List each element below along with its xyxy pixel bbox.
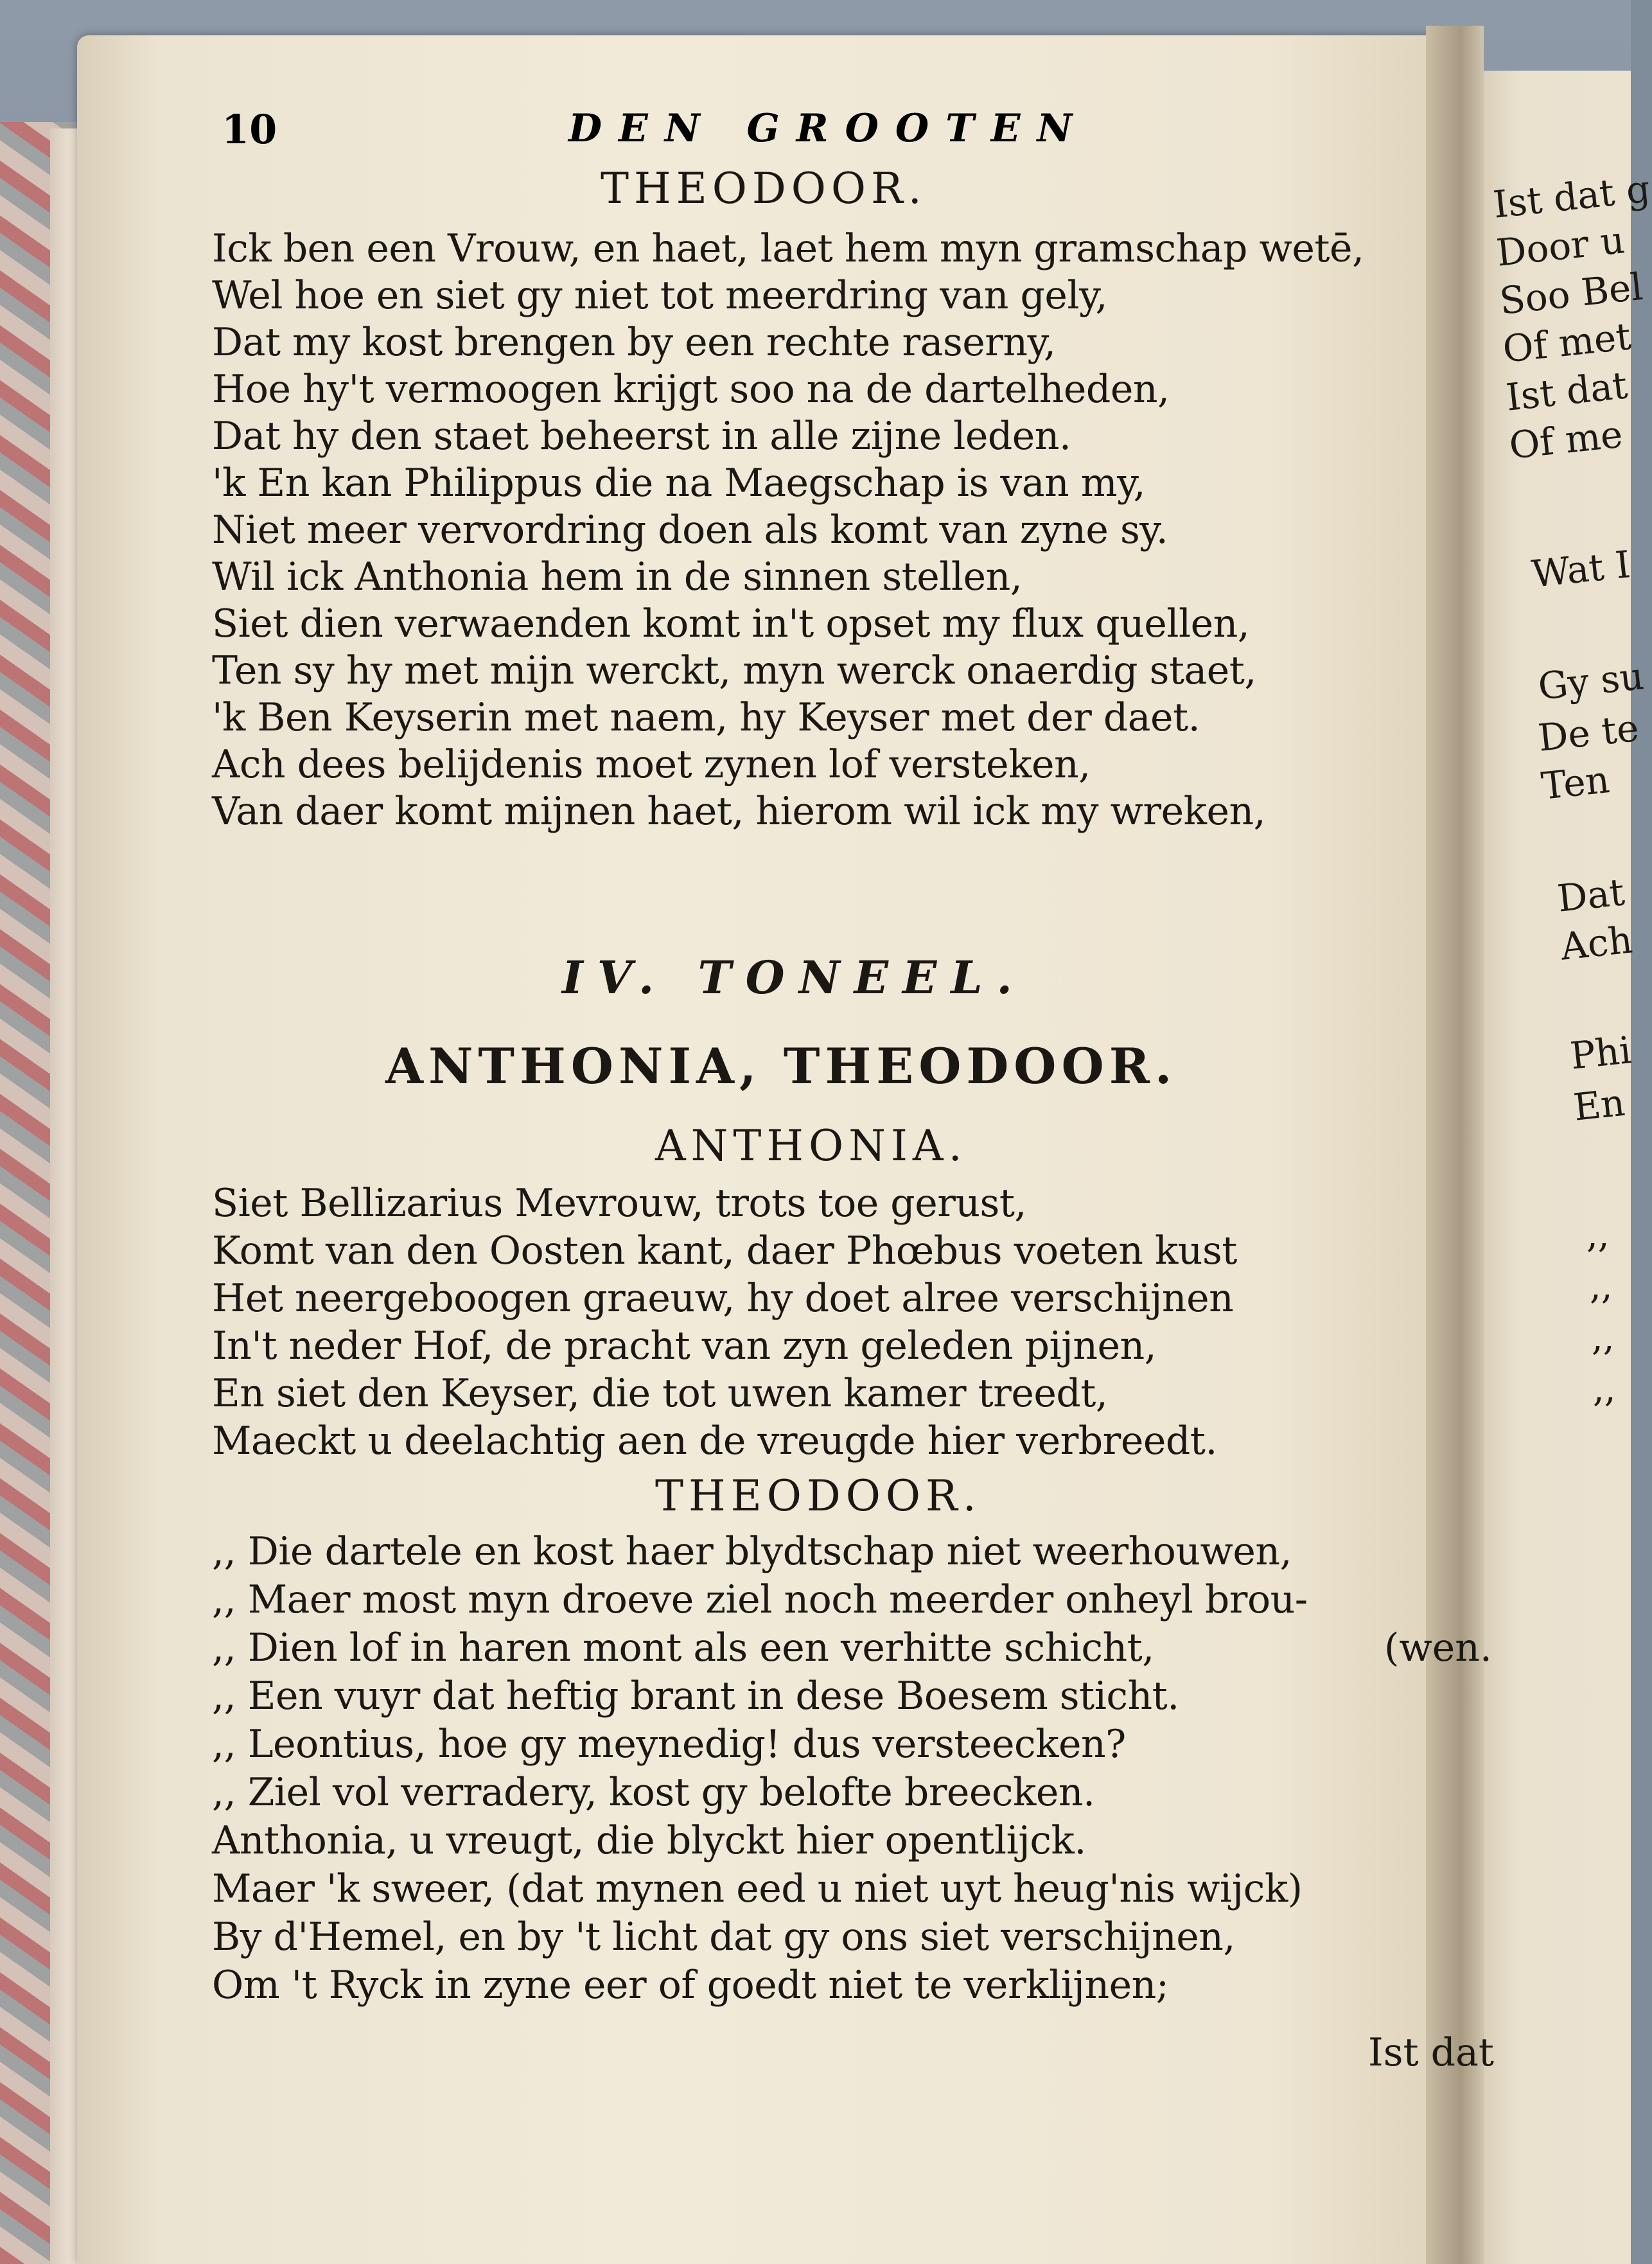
verse-line: 'k En kan Philippus die na Maegschap is van my, [212,461,1146,506]
cast-list: ANTHONIA, THEODOOR. [385,1038,1177,1095]
facing-page-fragment: Door u [1494,218,1627,275]
verse-line: Niet meer vervordring doen als komt van zyne sy. [212,508,1168,553]
verse-line: Dat my kost brengen by een rechte raserny, [212,320,1056,365]
verse-line: ,, Een vuyr dat heftig brant in dese Boesem sticht. [212,1674,1179,1719]
speaker-heading: THEODOOR. [601,164,927,213]
verse-line: Anthonia, u vreugt, die blyckt hier opentlijck. [212,1818,1086,1863]
verse-line: Hoe hy't vermoogen krijgt soo na de dartelheden, [212,367,1170,412]
facing-page-fragment: Of me [1507,412,1625,468]
verse-line: Dat hy den staet beheerst in alle zijne leden. [212,414,1071,459]
turnover-word: (wen. [1384,1625,1492,1670]
facing-page-quote-mark: ,, [1590,1266,1613,1307]
verse-line: ,, Die dartele en kost haer blydtschap niet weerhouwen, [212,1529,1292,1574]
facing-page-fragment: Ist dat [1504,363,1630,420]
facing-page-fragment: Ist dat g [1491,166,1652,227]
facing-page-fragment: Ach [1558,917,1635,969]
verse-line: Van daer komt mijnen haet, hierom wil ick my wreken, [212,789,1266,834]
verse-line: 'k Ben Keyserin met naem, hy Keyser met der daet. [212,695,1200,740]
facing-page-fragment: Wat I [1529,542,1633,596]
verse-line: In't neder Hof, de pracht van zyn geleden pijnen, [212,1323,1157,1368]
facing-page-fragment: Soo Bel [1497,264,1645,323]
verse-line: Ach dees belijdenis moet zynen lof versteken, [212,742,1091,787]
facing-page-fragment: Of met [1500,314,1633,371]
verse-line: Het neergeboogen graeuw, hy doet alree verschijnen [212,1276,1234,1321]
facing-page-quote-mark: ,, [1592,1317,1615,1359]
verse-line: ,, Ziel vol verradery, kost gy belofte breecken. [212,1770,1095,1815]
page-number: 10 [222,106,277,153]
running-head [222,106,1442,164]
verse-line: Maer 'k sweer, (dat mynen eed u niet uyt heug'nis wijck) [212,1866,1303,1911]
speaker-heading: ANTHONIA. [655,1121,967,1171]
verse-line: En siet den Keyser, die tot uwen kamer treedt, [212,1371,1108,1416]
facing-page-fragment: Gy su [1536,653,1646,709]
facing-page-quote-mark: ,, [1586,1214,1610,1256]
verse-line: ,, Maer most myn droeve ziel noch meerder onheyl brou- [212,1577,1308,1622]
verse-line: Wil ick Anthonia hem in de sinnen stellen, [212,554,1023,599]
verse-line: By d'Hemel, en by 't licht dat gy ons siet verschijnen, [212,1915,1235,1959]
verse-line: Ick ben een Vrouw, en haet, laet hem myn gramschap wetē, [212,226,1364,271]
verse-line: Om 't Ryck in zyne eer of goedt niet te verklijnen; [212,1963,1169,2008]
facing-page-quote-mark: ,, [1593,1368,1616,1410]
book-gutter [1426,26,1484,2264]
speaker-heading: THEODOOR. [655,1471,981,1521]
page-edges [50,128,77,2264]
verse-line: Maeckt u deelachtig aen de vreugde hier verbreedt. [212,1419,1217,1464]
verse-line: Ten sy hy met mijn werckt, myn werck onaerdig staet, [212,648,1256,693]
facing-page-fragment: Phi [1568,1028,1633,1078]
catchword: Ist dat [1368,2030,1494,2075]
verse-line: Komt van den Oosten kant, daer Phœbus voeten kust [212,1228,1237,1273]
verse-line: Wel hoe en siet gy niet tot meerdring van gely, [212,273,1108,318]
verse-line: Siet Bellizarius Mevrouw, trots toe gerust, [212,1181,1027,1226]
facing-page-fragment: De te [1536,705,1641,760]
verse-line: ,, Dien lof in haren mont als een verhitte schicht, [212,1625,1154,1670]
facing-page-fragment: En [1571,1080,1627,1129]
facing-page-fragment: Ten [1539,757,1612,808]
facing-page-fragment: Dat [1555,870,1627,921]
scene-heading: IV. TONEEL. [562,951,1026,1004]
verse-line: Siet dien verwaenden komt in't opset my flux quellen, [212,601,1250,646]
running-title: DEN GROOTEN [568,106,1089,151]
verse-line: ,, Leontius, hoe gy meynedig! dus versteecken? [212,1722,1126,1767]
